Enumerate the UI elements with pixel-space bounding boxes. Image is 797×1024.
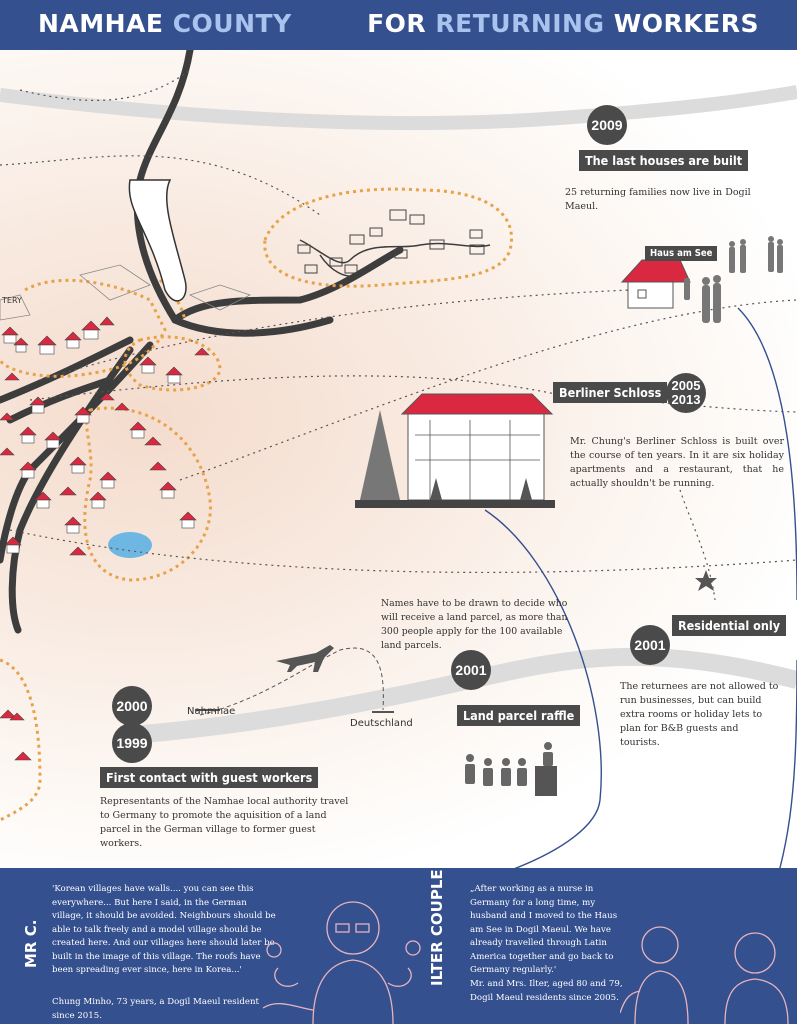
year-badge-2009: 2009 xyxy=(587,105,627,145)
mr-c-portrait-illustration xyxy=(258,898,428,1024)
label-residential-only: Residential only xyxy=(672,615,786,636)
map-canvas xyxy=(0,50,797,868)
cemetery-label: TERY xyxy=(2,296,22,305)
lake-shape xyxy=(108,532,152,558)
credit-mr-c: Chung Minho, 73 years, a Dogil Maeul resident since 2015. xyxy=(52,997,259,1021)
header-bar xyxy=(0,0,797,50)
label-deutschland: Deutschland xyxy=(350,718,413,729)
label-ilter-couple: ILTER COUPLE xyxy=(428,869,446,986)
text-residential-only: The returnees are not allowed to run businesses, but can build extra rooms or holiday lets to plan for B&B guests and tourists. xyxy=(620,681,779,748)
raffle-audience-icon xyxy=(465,742,557,796)
year-badge-2001-residential: 2001 xyxy=(630,625,670,665)
ilter-couple-portrait-illustration xyxy=(620,923,797,1024)
text-land-parcel-raffle: Names have to be drawn to decide who will receive a land parcel, as more than 300 people apply for the 100 available land parcels. xyxy=(381,598,568,651)
label-berliner-schloss: Berliner Schloss xyxy=(553,382,667,403)
text-2009: 25 returning families now live in Dogil Maeul. xyxy=(565,187,751,212)
label-first-contact: First contact with guest workers xyxy=(100,767,318,788)
label-last-houses: The last houses are built xyxy=(579,150,748,171)
year-badge-1999: 1999 xyxy=(112,723,152,763)
label-mr-c: MR C. xyxy=(22,919,40,968)
year-badge-2005-2013: 2005 2013 xyxy=(666,373,706,413)
year-badge-2000: 2000 xyxy=(112,686,152,726)
quote-ilter-couple: „After working as a nurse in Germany for a long time, my husband and I moved to the Haus am See in Dogil Maeul. We have already travelled through Latin America together and go back to Germany regularly.' xyxy=(470,884,618,975)
header-title-right: FOR RETURNING WORKERS xyxy=(367,9,759,38)
text-first-contact: Representants of the Namhae local authority travel to Germany to promote the aquisition of a land parcel in the German village to former guest workers. xyxy=(100,796,349,849)
label-land-parcel-raffle: Land parcel raffle xyxy=(457,705,580,726)
berliner-schloss-illustration xyxy=(355,394,555,508)
year-badge-2001-raffle: 2001 xyxy=(451,650,491,690)
haus-am-see-illustration xyxy=(622,260,690,308)
star-marker-icon xyxy=(695,570,717,591)
quote-mr-c: 'Korean villages have walls.... you can see this everywhere... But here I said, in the German village, it should be avoided. Neighbours should be able to talk freely and a model village should be created here. And our villages here should later be built in the image of this village. The roofs have been spreading ever since, here in Korea...' xyxy=(52,884,276,975)
label-nahmhae: Nahmhae xyxy=(187,706,236,717)
airplane-icon xyxy=(276,645,334,672)
footer-quotes xyxy=(0,868,797,1024)
label-haus-am-see: Haus am See xyxy=(645,246,717,261)
header-title-left: NAMHAE COUNTY xyxy=(38,9,292,38)
text-berliner-schloss: Mr. Chung's Berliner Schloss is built over the course of ten years. In it are six holiday apartments and a restaurant, that he actually shouldn't be running. xyxy=(570,436,784,489)
credit-ilter-couple: Mr. and Mrs. Ilter, aged 80 and 79, Dogil Maeul residents since 2005. xyxy=(470,979,623,1003)
